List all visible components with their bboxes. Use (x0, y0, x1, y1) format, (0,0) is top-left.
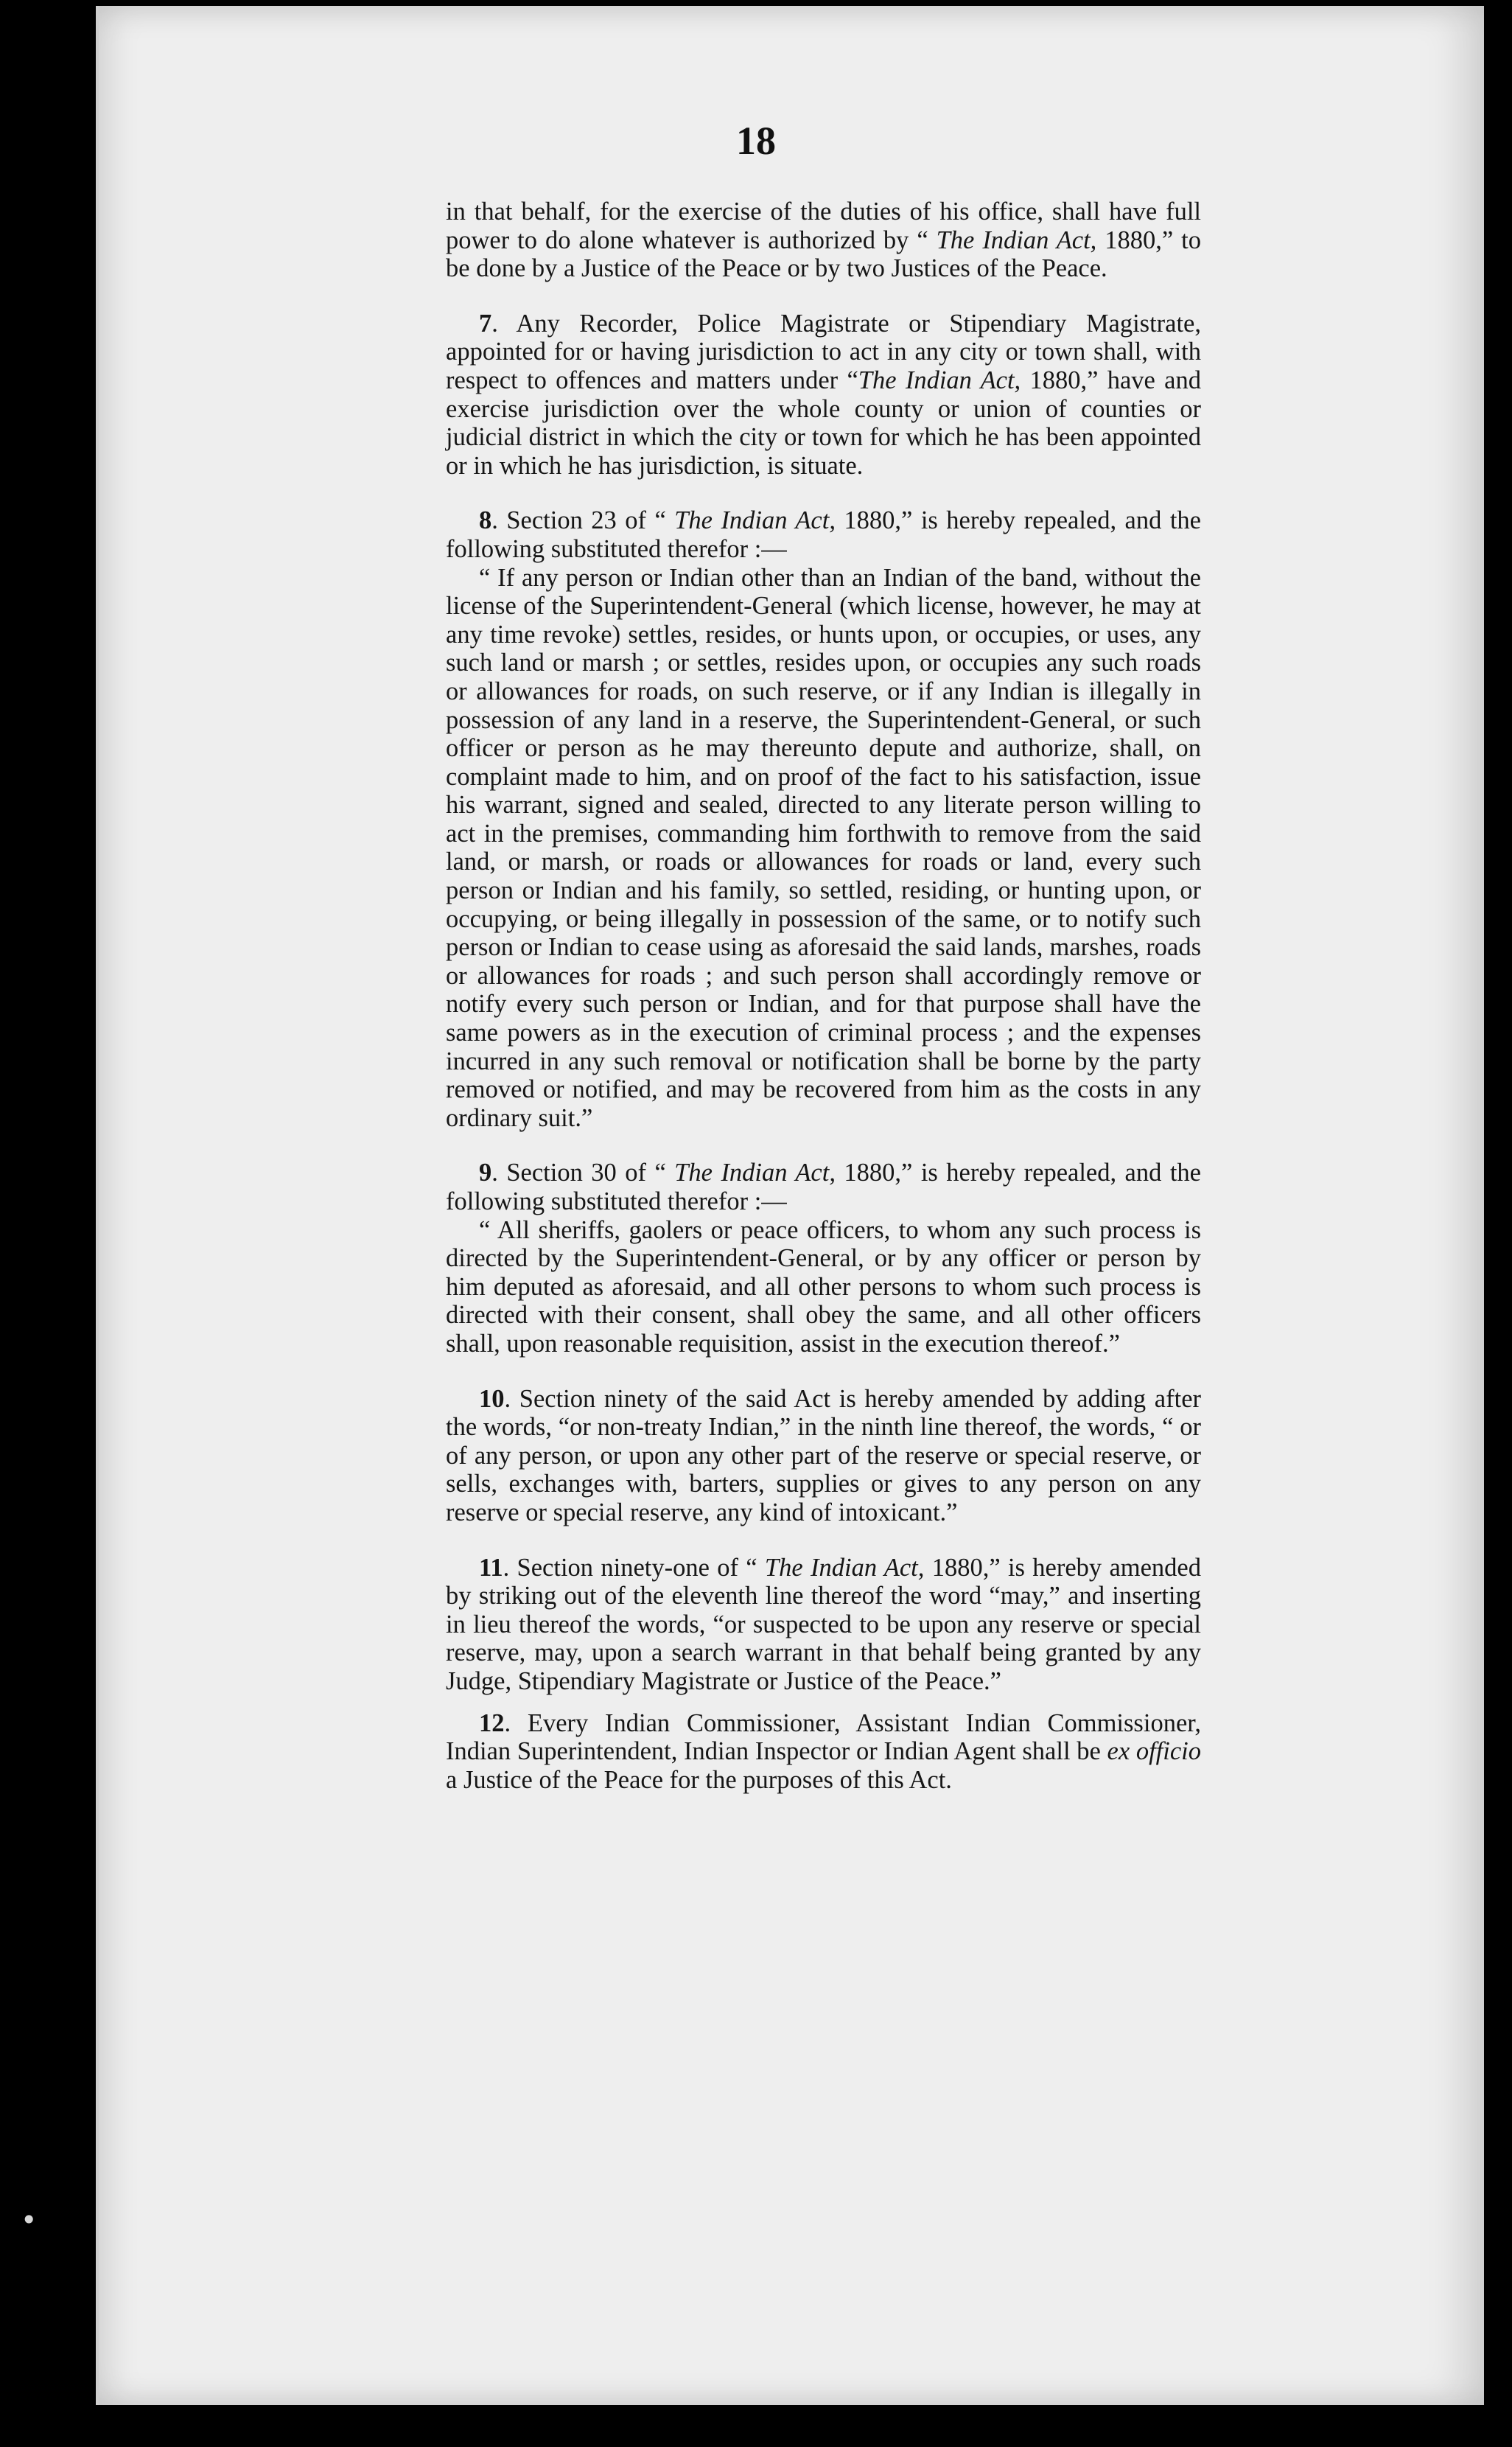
section-number: 8 (479, 506, 492, 535)
section-8-quotation: “ If any person or Indian other than an Indian of the band, without the license of the Superintendent-General (which license, however, he may at any time revoke) settles, resides, or hunts upon, or occupies, or uses, any such land or marsh ; or settles, resides upon, or occupies any such roads or allowances for roads, on such reserve, or if any Indian is illegally in possession of any land in a reserve, the Superintendent-General, or such officer or person as he may thereunto depute and authorize, shall, on complaint made to him, and on proof of the fact to his satisfaction, issue his warrant, signed and sealed, directed to any literate person willing to act in the premises, commanding him forthwith to remove from the said land, or marsh, or roads or allowances for roads or land, every such person or Indian and his family, so settled, residing, or hunting upon, or occupying, or being illegally in possession of the same, or to notify such person or Indian to cease using as aforesaid the said lands, marshes, roads or allowances for roads ; and such person shall accordingly remove or notify every such person or Indian, and for that purpose shall have the same powers as in the execution of criminal process ; and the expenses incurred in any such removal or notification shall be borne by the party removed or notified, and may be recovered from him as the costs in any ordinary suit.” (446, 563, 1201, 1132)
act-title: The Indian Act, (858, 366, 1021, 394)
paragraph-gap (446, 1132, 1201, 1159)
section-text: 1880,” is hereby amended by striking out of the eleventh line thereof the word “may,” and inserting in lieu thereof the words, “or suspected to be upon any reserve or special reserve, may, upon a search warrant in that behalf being granted by any Judge, Stipendiary Magistrate or Justice of the Peace.” (446, 1553, 1201, 1695)
section-number: 7 (479, 309, 492, 338)
section-text: 1880,” is hereby repealed, and the following substituted therefor :— (446, 506, 1201, 563)
section-number: 10 (479, 1384, 505, 1413)
section-8 (446, 506, 1201, 563)
section-7 (446, 310, 1201, 481)
section-text: . Section 30 of “ (491, 1159, 675, 1187)
section-number: 11 (479, 1553, 503, 1582)
section-number: 9 (479, 1159, 492, 1187)
act-title: The Indian Act, (764, 1553, 925, 1582)
paragraph-gap (446, 1358, 1201, 1385)
paragraph-gap (446, 480, 1201, 506)
section-text: a Justice of the Peace for the purposes of this Act. (446, 1765, 952, 1794)
section-text: . Section ninety-one of “ (503, 1553, 765, 1582)
paragraph-text: in that behalf, for the exercise of the duties of his office, shall have full power to do alone whatever is authorized by “ (446, 198, 1201, 254)
paragraph-gap (446, 1527, 1201, 1554)
paragraph-gap (446, 1696, 1201, 1709)
section-11 (446, 1554, 1201, 1696)
section-text: . Section 23 of “ (491, 506, 675, 535)
section-number: 12 (479, 1708, 505, 1737)
section-10 (446, 1385, 1201, 1527)
page-number: 18 (736, 119, 776, 163)
paragraph-continuation (446, 198, 1201, 283)
section-9 (446, 1159, 1201, 1215)
scan-margin-mark: • (21, 2204, 38, 2236)
section-12 (446, 1709, 1201, 1795)
paragraph-gap (446, 283, 1201, 310)
section-text: 1880,” is hereby repealed, and the following substituted therefor :— (446, 1159, 1201, 1215)
section-text: . Every Indian Commissioner, Assistant Indian Commissioner, Indian Superintendent, Indian Inspector or Indian Agent shall be (446, 1708, 1201, 1766)
section-text: . Any Recorder, Police Magistrate or Stipendiary Magistrate, appointed for or having jurisdiction to act in any city or town shall, with respect to offences and matters under “ (446, 309, 1201, 394)
act-title: The Indian Act, (674, 506, 836, 535)
paragraph-text: 1880,” to be done by a Justice of the Peace or by two Justices of the Peace. (446, 226, 1201, 283)
section-text: 1880,” have and exercise jurisdiction over the whole county or union of counties or judicial district in which the city or town for which he has been appointed or in which he has jurisdiction, is situate. (446, 366, 1201, 480)
section-text: . Section ninety of the said Act is hereby amended by adding after the words, “or non-treaty Indian,” in the ninth line thereof, the words, “ or of any person, or upon any other part of the reserve or special reserve, or sells, exchanges with, barters, supplies or gives to any person on any reserve or special reserve, any kind of intoxicant.” (446, 1384, 1201, 1526)
document-body (446, 198, 1201, 1794)
act-title: The Indian Act, (936, 226, 1097, 254)
latin-term: ex officio (1107, 1737, 1202, 1766)
section-9-quotation: “ All sheriffs, gaolers or peace officers, to whom any such process is directed by the Superintendent-General, or by any officer or person by him deputed as aforesaid, and all other persons to whom such process is directed with their consent, shall obey the same, and all other officers shall, upon reasonable requisition, assist in the execution thereof.” (446, 1215, 1201, 1358)
act-title: The Indian Act, (674, 1159, 836, 1187)
